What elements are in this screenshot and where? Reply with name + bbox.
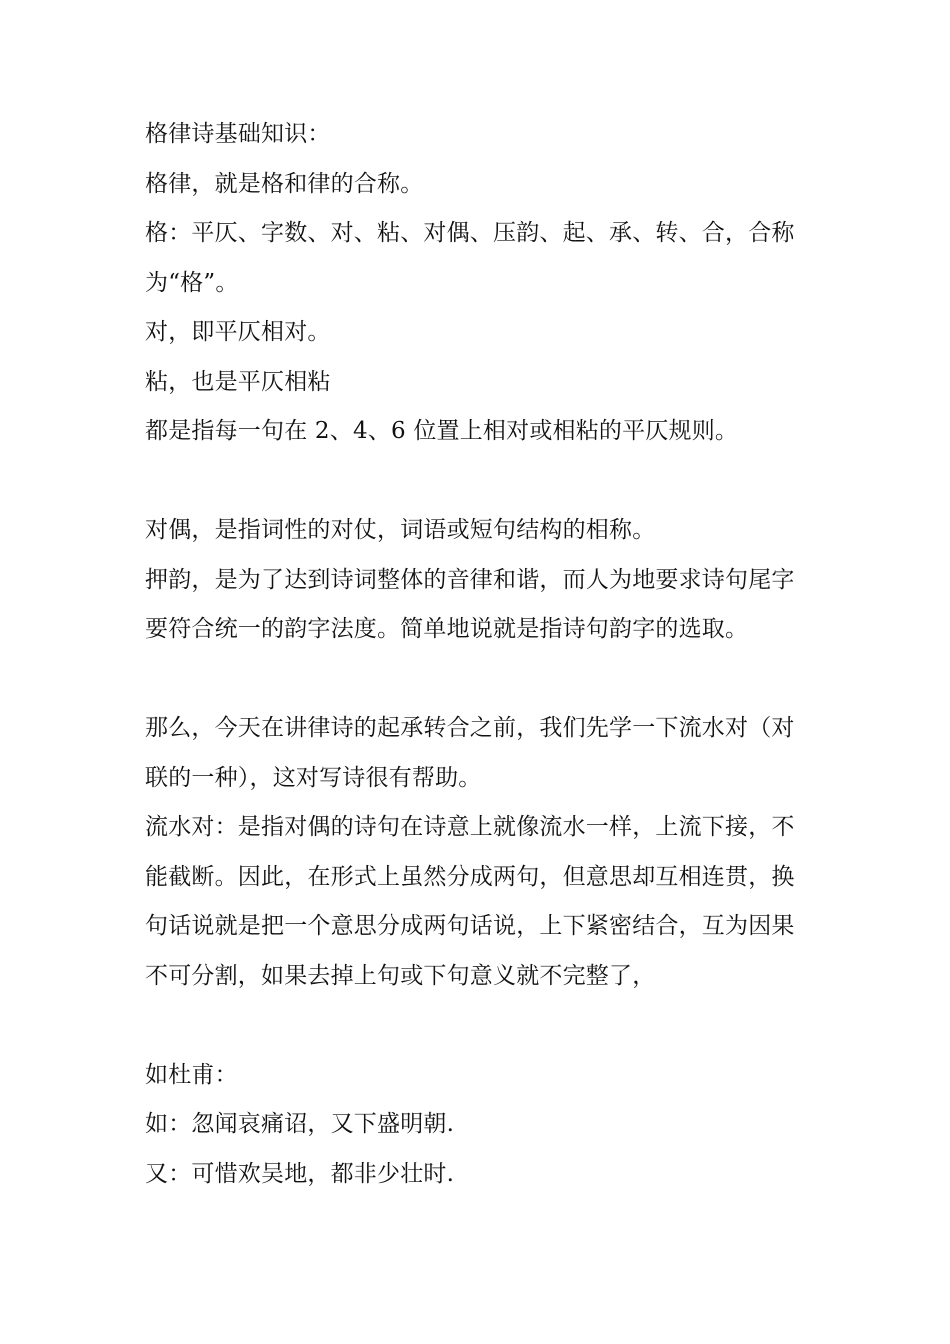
text-line: 如杜甫： [145, 1061, 238, 1088]
text-line: 句话说就是把一个意思分成两句话说，上下紧密结合，互为因果 [145, 913, 795, 939]
text-line: 押韵，是为了达到诗词整体的音律和谐，而人为地要求诗句尾字 [145, 566, 795, 593]
text-line: 对，即平仄相对。 [145, 319, 331, 345]
paragraph-gap [145, 655, 810, 705]
text-line: 格：平仄、字数、对、粘、对偶、压韵、起、承、转、合，合称 [145, 220, 795, 246]
text-line: 联的一种），这对写诗很有帮助。 [145, 764, 482, 791]
text-line: 又：可惜欢吴地，都非少壮时. [145, 1160, 455, 1187]
paragraph-gap [145, 457, 810, 507]
text-line: 都是指每一句在 2、4、6 位置上相对或相粘的平仄规则。 [145, 418, 739, 444]
text-line: 不可分割，如果去掉上句或下句意义就不完整了， [145, 962, 656, 989]
text-line: 能截断。因此，在形式上虽然分成两句，但意思却互相连贯，换 [145, 863, 795, 890]
document-body [145, 110, 810, 1199]
heading-line: 格律诗基础知识： [145, 121, 331, 147]
text-line: 要符合统一的韵字法度。简单地说就是指诗句韵字的选取。 [145, 616, 749, 642]
paragraph-gap [145, 1001, 810, 1051]
text-line: 如：忽闻哀痛诏，又下盛明朝. [145, 1111, 455, 1137]
text-line: 格律，就是格和律的合称。 [145, 170, 424, 197]
text-line: 流水对：是指对偶的诗句在诗意上就像流水一样，上流下接，不 [145, 814, 795, 840]
text-line: 那么，今天在讲律诗的起承转合之前，我们先学一下流水对（对 [145, 715, 795, 741]
text-line: 对偶，是指词性的对仗，词语或短句结构的相称。 [145, 517, 656, 543]
text-line: 为“格”。 [145, 269, 239, 296]
text-line: 粘，也是平仄相粘 [145, 368, 331, 395]
